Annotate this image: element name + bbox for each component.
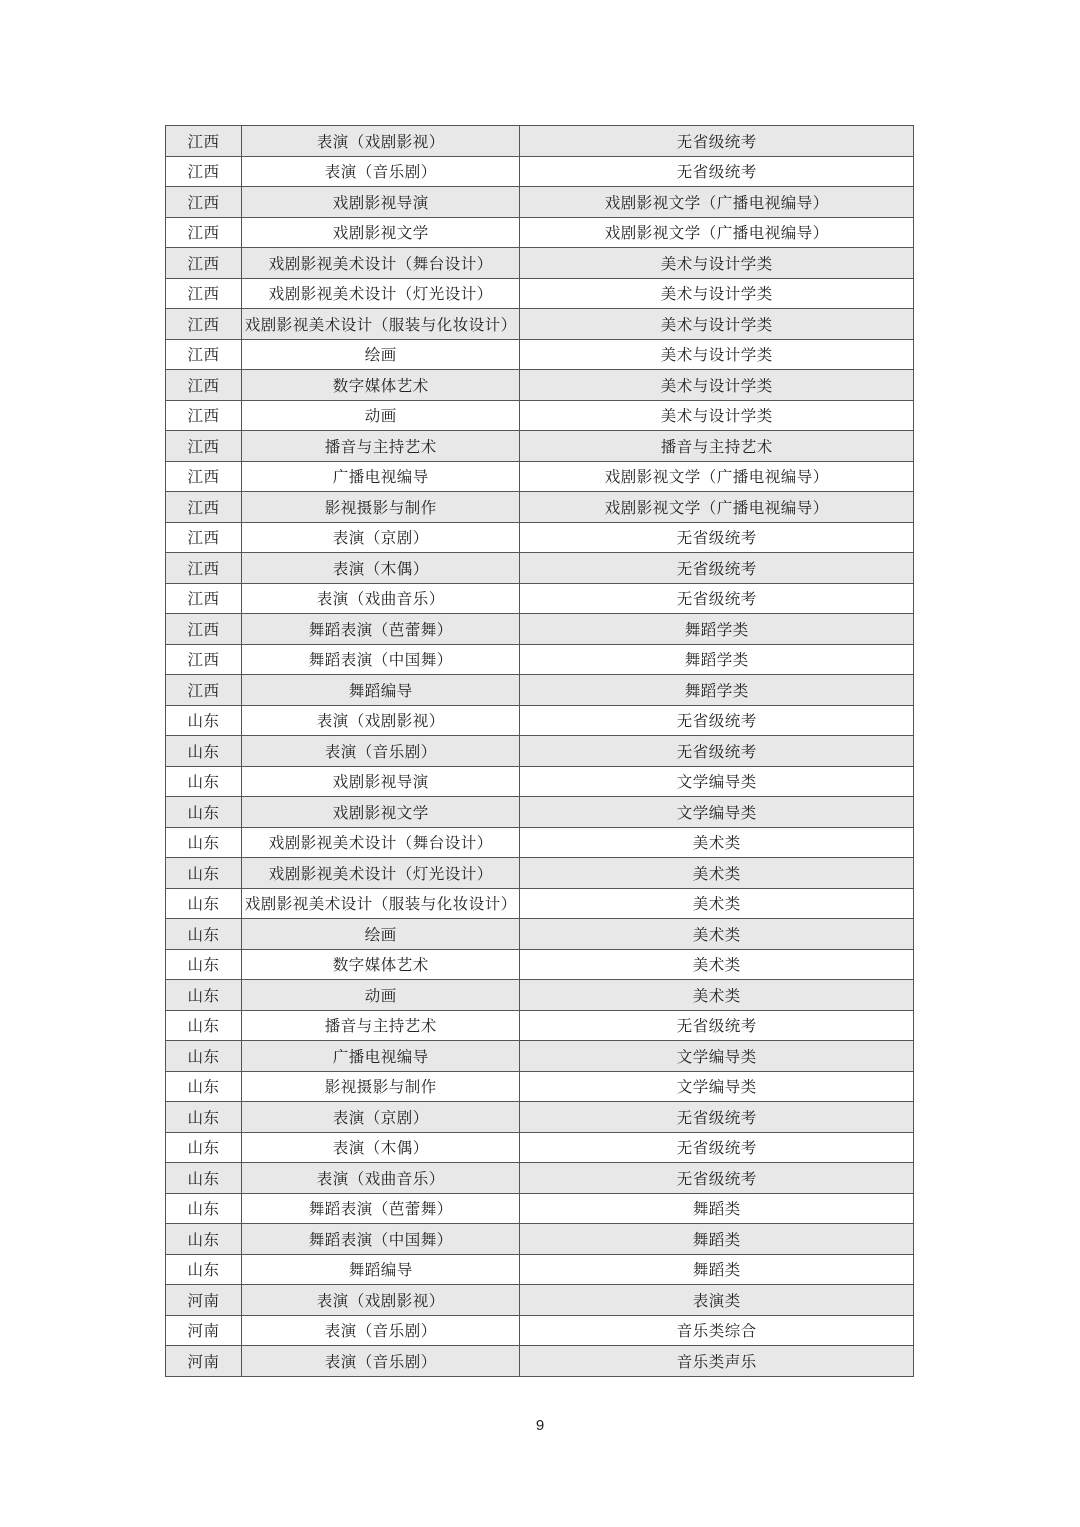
table-row — [166, 1132, 914, 1163]
exam-category-cell: 美术与设计学类 — [520, 339, 914, 370]
page-number: 9 — [535, 1417, 545, 1434]
table-row — [166, 278, 914, 309]
province-cell: 江西 — [166, 156, 242, 187]
major-cell: 戏剧影视美术设计（服装与化妆设计） — [242, 888, 520, 919]
province-cell: 山东 — [166, 1193, 242, 1224]
table-row — [166, 339, 914, 370]
province-cell: 山东 — [166, 766, 242, 797]
table-row — [166, 675, 914, 706]
table-row — [166, 248, 914, 279]
major-cell: 戏剧影视美术设计（舞台设计） — [242, 248, 520, 279]
province-cell: 江西 — [166, 431, 242, 462]
table-row — [166, 797, 914, 828]
table-row — [166, 583, 914, 614]
province-cell: 山东 — [166, 705, 242, 736]
province-cell: 山东 — [166, 1163, 242, 1194]
table-row — [166, 370, 914, 401]
province-cell: 江西 — [166, 553, 242, 584]
major-cell: 表演（音乐剧） — [242, 1346, 520, 1377]
table-row — [166, 858, 914, 889]
province-cell: 河南 — [166, 1285, 242, 1316]
table-row — [166, 217, 914, 248]
major-cell: 广播电视编导 — [242, 1041, 520, 1072]
table-row — [166, 1041, 914, 1072]
major-cell: 表演（戏曲音乐） — [242, 583, 520, 614]
province-cell: 江西 — [166, 492, 242, 523]
exam-category-cell: 无省级统考 — [520, 1010, 914, 1041]
province-cell: 江西 — [166, 126, 242, 157]
exam-category-cell: 文学编导类 — [520, 797, 914, 828]
province-cell: 山东 — [166, 980, 242, 1011]
exam-category-cell: 无省级统考 — [520, 156, 914, 187]
exam-category-cell: 戏剧影视文学（广播电视编导） — [520, 187, 914, 218]
major-cell: 戏剧影视文学 — [242, 797, 520, 828]
major-cell: 表演（戏剧影视） — [242, 705, 520, 736]
exam-category-cell: 无省级统考 — [520, 705, 914, 736]
province-cell: 江西 — [166, 400, 242, 431]
major-cell: 戏剧影视美术设计（舞台设计） — [242, 827, 520, 858]
table-row — [166, 919, 914, 950]
province-cell: 江西 — [166, 248, 242, 279]
province-cell: 山东 — [166, 736, 242, 767]
table-row — [166, 400, 914, 431]
province-cell: 江西 — [166, 461, 242, 492]
province-cell: 江西 — [166, 217, 242, 248]
exam-category-cell: 无省级统考 — [520, 583, 914, 614]
province-cell: 江西 — [166, 583, 242, 614]
exam-category-cell: 文学编导类 — [520, 766, 914, 797]
table-row — [166, 949, 914, 980]
table-row — [166, 1163, 914, 1194]
exam-category-cell: 舞蹈学类 — [520, 614, 914, 645]
exam-category-cell: 舞蹈类 — [520, 1254, 914, 1285]
table-row — [166, 644, 914, 675]
exam-category-cell: 舞蹈类 — [520, 1224, 914, 1255]
major-cell: 播音与主持艺术 — [242, 431, 520, 462]
major-cell: 戏剧影视美术设计（灯光设计） — [242, 858, 520, 889]
exam-category-cell: 播音与主持艺术 — [520, 431, 914, 462]
table-row — [166, 1285, 914, 1316]
exam-category-cell: 美术类 — [520, 919, 914, 950]
table-row — [166, 461, 914, 492]
table-row — [166, 1102, 914, 1133]
province-cell: 山东 — [166, 888, 242, 919]
exam-category-cell: 舞蹈学类 — [520, 644, 914, 675]
exam-category-cell: 美术与设计学类 — [520, 278, 914, 309]
major-cell: 动画 — [242, 400, 520, 431]
table-row — [166, 1193, 914, 1224]
major-cell: 表演（戏曲音乐） — [242, 1163, 520, 1194]
major-cell: 舞蹈编导 — [242, 1254, 520, 1285]
table-row — [166, 156, 914, 187]
table-row — [166, 1010, 914, 1041]
major-cell: 表演（戏剧影视） — [242, 126, 520, 157]
province-cell: 河南 — [166, 1315, 242, 1346]
table-row — [166, 1224, 914, 1255]
major-cell: 戏剧影视美术设计（灯光设计） — [242, 278, 520, 309]
table-body — [166, 126, 914, 1377]
table-row — [166, 187, 914, 218]
province-cell: 江西 — [166, 339, 242, 370]
province-cell: 山东 — [166, 797, 242, 828]
major-cell: 影视摄影与制作 — [242, 1071, 520, 1102]
exam-category-cell: 舞蹈类 — [520, 1193, 914, 1224]
table-row — [166, 1315, 914, 1346]
exam-category-cell: 无省级统考 — [520, 736, 914, 767]
province-cell: 山东 — [166, 1071, 242, 1102]
exam-category-cell: 无省级统考 — [520, 522, 914, 553]
province-cell: 江西 — [166, 675, 242, 706]
major-cell: 表演（戏剧影视） — [242, 1285, 520, 1316]
major-cell: 舞蹈表演（芭蕾舞） — [242, 1193, 520, 1224]
exam-category-cell: 美术与设计学类 — [520, 400, 914, 431]
major-cell: 舞蹈表演（中国舞） — [242, 1224, 520, 1255]
exam-category-cell: 无省级统考 — [520, 1102, 914, 1133]
table-row — [166, 522, 914, 553]
major-cell: 戏剧影视导演 — [242, 766, 520, 797]
exam-category-cell: 美术类 — [520, 827, 914, 858]
exam-category-cell: 戏剧影视文学（广播电视编导） — [520, 461, 914, 492]
major-cell: 绘画 — [242, 339, 520, 370]
province-cell: 江西 — [166, 309, 242, 340]
province-cell: 江西 — [166, 278, 242, 309]
major-cell: 戏剧影视美术设计（服装与化妆设计） — [242, 309, 520, 340]
major-cell: 播音与主持艺术 — [242, 1010, 520, 1041]
major-cell: 戏剧影视导演 — [242, 187, 520, 218]
major-cell: 广播电视编导 — [242, 461, 520, 492]
exam-category-cell: 美术类 — [520, 888, 914, 919]
exam-category-cell: 戏剧影视文学（广播电视编导） — [520, 217, 914, 248]
province-cell: 江西 — [166, 644, 242, 675]
table-row — [166, 431, 914, 462]
major-cell: 表演（木偶） — [242, 1132, 520, 1163]
major-cell: 表演（京剧） — [242, 1102, 520, 1133]
major-cell: 表演（木偶） — [242, 553, 520, 584]
table-row — [166, 1346, 914, 1377]
table-row — [166, 766, 914, 797]
exam-category-cell: 美术类 — [520, 980, 914, 1011]
major-cell: 数字媒体艺术 — [242, 370, 520, 401]
province-cell: 山东 — [166, 1010, 242, 1041]
exam-category-cell: 美术与设计学类 — [520, 248, 914, 279]
province-cell: 山东 — [166, 1132, 242, 1163]
exam-category-cell: 音乐类综合 — [520, 1315, 914, 1346]
exam-category-cell: 无省级统考 — [520, 553, 914, 584]
exam-category-cell: 美术与设计学类 — [520, 370, 914, 401]
exam-category-cell: 音乐类声乐 — [520, 1346, 914, 1377]
major-cell: 舞蹈表演（芭蕾舞） — [242, 614, 520, 645]
table-row — [166, 827, 914, 858]
exam-category-cell: 无省级统考 — [520, 1163, 914, 1194]
province-cell: 山东 — [166, 1254, 242, 1285]
province-cell: 江西 — [166, 614, 242, 645]
exam-category-cell: 文学编导类 — [520, 1071, 914, 1102]
exam-category-cell: 舞蹈学类 — [520, 675, 914, 706]
major-cell: 表演（音乐剧） — [242, 1315, 520, 1346]
table-row — [166, 553, 914, 584]
major-cell: 表演（音乐剧） — [242, 736, 520, 767]
major-cell: 戏剧影视文学 — [242, 217, 520, 248]
table-row — [166, 705, 914, 736]
major-cell: 表演（京剧） — [242, 522, 520, 553]
province-cell: 山东 — [166, 1041, 242, 1072]
major-cell: 舞蹈表演（中国舞） — [242, 644, 520, 675]
province-cell: 山东 — [166, 1224, 242, 1255]
exam-category-cell: 无省级统考 — [520, 1132, 914, 1163]
table-row — [166, 1254, 914, 1285]
major-cell: 数字媒体艺术 — [242, 949, 520, 980]
province-cell: 河南 — [166, 1346, 242, 1377]
table-row — [166, 980, 914, 1011]
exam-category-cell: 美术类 — [520, 858, 914, 889]
major-cell: 表演（音乐剧） — [242, 156, 520, 187]
province-cell: 山东 — [166, 827, 242, 858]
admission-exam-table — [165, 125, 914, 1377]
table-row — [166, 1071, 914, 1102]
exam-category-cell: 美术类 — [520, 949, 914, 980]
exam-category-cell: 戏剧影视文学（广播电视编导） — [520, 492, 914, 523]
province-cell: 江西 — [166, 370, 242, 401]
table-row — [166, 888, 914, 919]
major-cell: 影视摄影与制作 — [242, 492, 520, 523]
table-row — [166, 614, 914, 645]
province-cell: 山东 — [166, 1102, 242, 1133]
province-cell: 山东 — [166, 949, 242, 980]
table-row — [166, 309, 914, 340]
major-cell: 舞蹈编导 — [242, 675, 520, 706]
exam-category-cell: 文学编导类 — [520, 1041, 914, 1072]
major-cell: 动画 — [242, 980, 520, 1011]
exam-category-cell: 表演类 — [520, 1285, 914, 1316]
province-cell: 山东 — [166, 919, 242, 950]
exam-category-cell: 美术与设计学类 — [520, 309, 914, 340]
table-row — [166, 126, 914, 157]
table-row — [166, 736, 914, 767]
major-cell: 绘画 — [242, 919, 520, 950]
province-cell: 江西 — [166, 522, 242, 553]
exam-category-cell: 无省级统考 — [520, 126, 914, 157]
province-cell: 江西 — [166, 187, 242, 218]
province-cell: 山东 — [166, 858, 242, 889]
table-row — [166, 492, 914, 523]
